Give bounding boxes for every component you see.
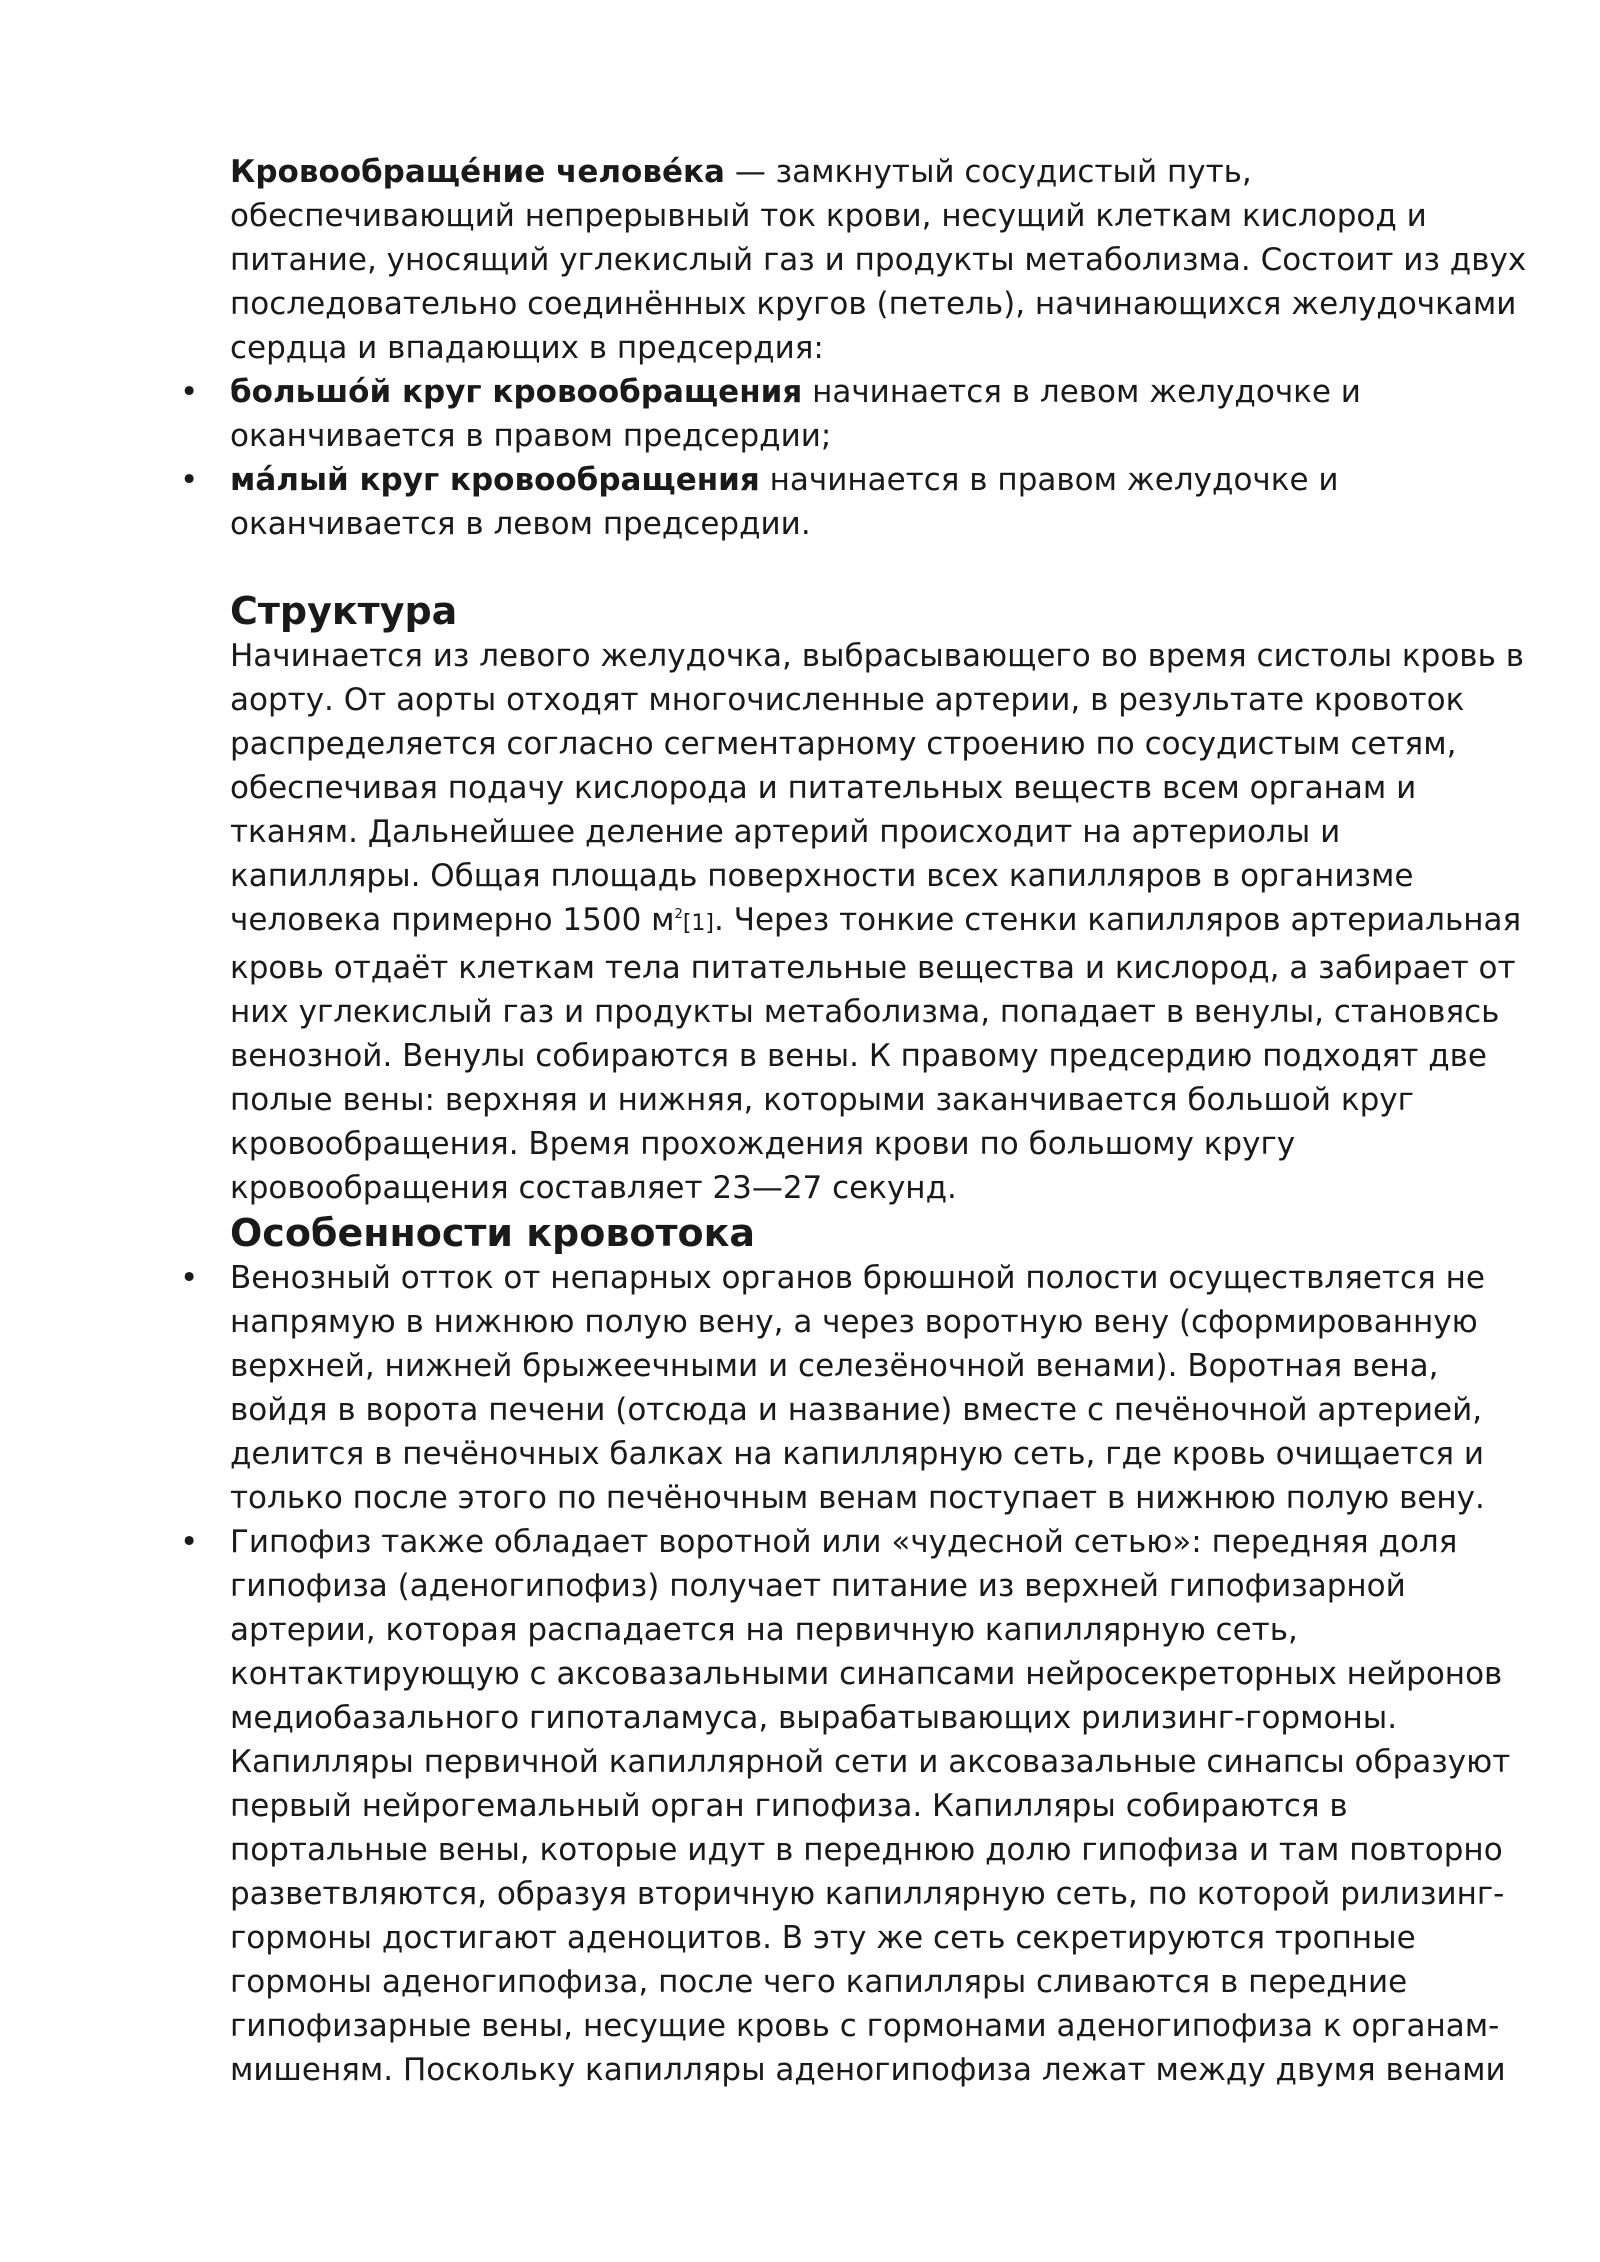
- systemic-circle-text: начинается в левом желудочке и оканчивается в правом предсердии;: [230, 374, 1361, 454]
- reference-link[interactable]: [1]: [682, 911, 714, 936]
- intro-term: Кровообраще́ние челове́ка: [230, 154, 725, 190]
- features-list: [230, 1256, 1540, 2092]
- pulmonary-circle-term: ма́лый круг кровообращения: [230, 462, 760, 498]
- list-item: • Венозный отток от непарных органов брюшной полости осуществляется не напрямую в нижнюю полую вену, а через воротную вену (сформированную верхней, нижней брыжеечными и селезёночной венами). Воротная вена, войдя в ворота печени (отсюда и название) вместе с печёночной артерией, делится в печёночных балках на капиллярную сеть, где кровь очищается и только после этого по печёночным венам поступает в нижнюю полую вену.: [230, 1256, 1540, 1520]
- structure-heading: Структура: [230, 589, 458, 633]
- intro-text: — замкнутый сосудистый путь, обеспечивающий непрерывный ток крови, несущий клеткам кислород и питание, уносящий углекислый газ и продукты метаболизма. Состоит из двух последовательно соединённых кругов (петель), начинающихся желудочками сердца и впадающих в предсердия:: [230, 154, 1527, 366]
- structure-paragraph: [230, 634, 1540, 1210]
- intro-paragraph: [230, 150, 1540, 370]
- document-page: [230, 150, 1540, 2092]
- list-item: • Гипофиз также обладает воротной или «чудесной сетью»: передняя доля гипофиза (аденогипофиз) получает питание из верхней гипофизарной артерии, которая распадается на первичную капиллярную сеть, контактирующую с аксовазальными синапсами нейросекреторных нейронов медиобазального гипоталамуса, вырабатывающих рилизинг-гормоны. Капилляры первичной капиллярной сети и аксовазальные синапсы образуют первый нейрогемальный орган гипофиза. Капилляры собираются в портальные вены, которые идут в переднюю долю гипофиза и там повторно разветвляются, образуя вторичную капиллярную сеть, по которой рилизинг-гормоны достигают аденоцитов. В эту же сеть секретируются тропные гормоны аденогипофиза, после чего капилляры сливаются в передние гипофизарные вены, несущие кровь с гормонами аденогипофиза к органам-мишеням. Поскольку капилляры аденогипофиза лежат между двумя венами: [230, 1520, 1540, 2092]
- list-item: [230, 458, 1540, 546]
- structure-text-part1: Начинается из левого желудочка, выбрасывающего во время систолы кровь в аорту. От аорты отходят многочисленные артерии, в результате кровоток распределяется согласно сегментарному строению по сосудистым сетям, обеспечивая подачу кислорода и питательных веществ всем органам и тканям. Дальнейшее деление артерий происходит на артериолы и капилляры. Общая площадь поверхности всех капилляров в организме человека примерно 1500 м: [230, 638, 1524, 938]
- pulmonary-circle-text: начинается в правом желудочке и оканчивается в левом предсердии.: [230, 462, 1339, 542]
- features-heading: Особенности кровотока: [230, 1211, 756, 1255]
- structure-text-part2: . Через тонкие стенки капилляров артериальная кровь отдаёт клеткам тела питательные вещества и кислород, а забирает от них углекислый газ и продукты метаболизма, попадает в венулы, становясь венозной. Венулы собираются в вены. К правому предсердию подходят две полые вены: верхняя и нижняя, которыми заканчивается большой круг кровообращения. Время прохождения крови по большому кругу кровообращения составляет 23—27 секунд.: [230, 902, 1522, 1206]
- circles-list: [230, 370, 1540, 546]
- list-item: [230, 370, 1540, 458]
- systemic-circle-term: большо́й круг кровообращения: [230, 374, 803, 410]
- unit-superscript: 2: [674, 907, 683, 922]
